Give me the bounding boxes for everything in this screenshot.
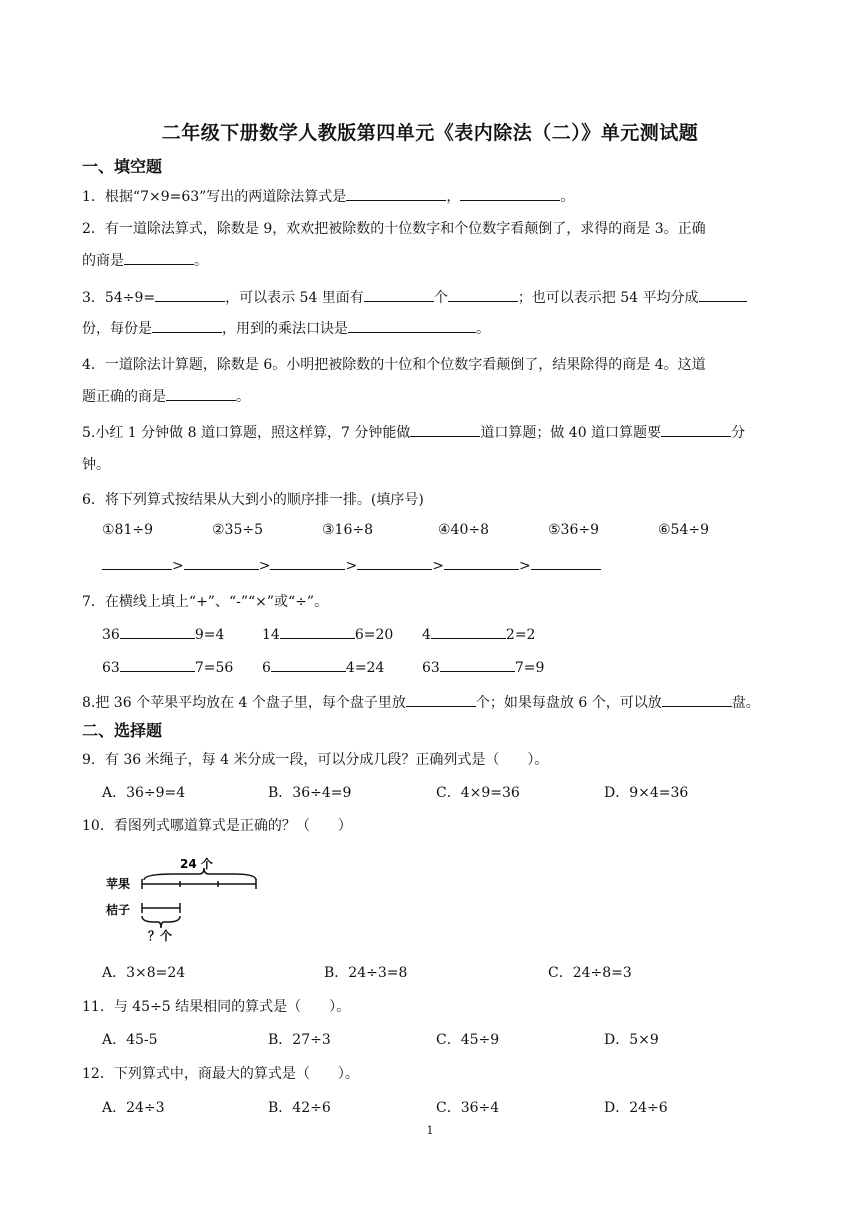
q7-num: 4 (422, 627, 431, 643)
option-c[interactable]: C．4×9=36 (436, 785, 520, 801)
q7-num: 36 (102, 627, 120, 643)
q1-blank-1[interactable] (346, 186, 446, 201)
q3-blank-3[interactable] (448, 287, 518, 302)
q6-item: ④40÷8 (438, 522, 490, 538)
section-fill-heading: 一、填空题 (82, 157, 163, 176)
q6-item: ②35÷5 (212, 522, 264, 538)
question-1 (82, 186, 574, 206)
option-d[interactable]: D．24÷6 (604, 1100, 668, 1116)
q4-end: 。 (236, 389, 250, 405)
question-6: 6．将下列算式按结果从大到小的顺序排一排。(填序号) (82, 492, 424, 508)
q7-num: 63 (102, 660, 120, 676)
segment-diagram (104, 852, 264, 944)
q1-text: 1．根据“7×9=63”写出的两道除法算式是 (82, 189, 347, 205)
q6-blank-6[interactable] (531, 555, 601, 570)
question-11: 11．与 45÷5 结果相同的算式是（ ）。 (82, 999, 351, 1015)
q7-blank[interactable] (280, 624, 355, 639)
option-b[interactable]: B．27÷3 (268, 1032, 331, 1048)
q1-end: 。 (560, 189, 575, 205)
page-number: 1 (426, 1124, 434, 1137)
q7-blank[interactable] (431, 624, 506, 639)
q3-c: 个 (433, 290, 448, 306)
q3-d: ；也可以表示把 54 平均分成 (517, 290, 699, 306)
q8-c: 盘。 (731, 695, 760, 711)
question-10: 10．看图列式哪道算式是正确的？（ ） (82, 818, 352, 834)
q6-blank-2[interactable] (184, 555, 259, 570)
q1-blank-2[interactable] (460, 186, 560, 201)
q7-num: 7=9 (514, 660, 545, 676)
q7-num: 6 (262, 660, 271, 676)
q6-blank-5[interactable] (444, 555, 519, 570)
q7-num: 2=2 (505, 627, 536, 643)
q3-e: 份，每份是 (82, 321, 152, 337)
gt-sign: > (432, 558, 444, 574)
question-8 (82, 692, 760, 712)
gt-sign: > (172, 558, 184, 574)
q7-blank[interactable] (440, 657, 515, 672)
option-c[interactable]: C．24÷8=3 (548, 965, 632, 981)
q5-blank-1[interactable] (410, 422, 480, 437)
q5-c: 分 (731, 425, 746, 441)
option-d[interactable]: D．9×4=36 (604, 785, 689, 801)
question-7: 7．在横线上填上“+”、“-”“×”或“÷”。 (82, 594, 329, 610)
q8-blank-1[interactable] (406, 692, 476, 707)
q7-blank[interactable] (120, 624, 195, 639)
q3-blank-4[interactable] (699, 287, 747, 302)
q6-item: ①81÷9 (102, 522, 154, 538)
q6-blank-3[interactable] (270, 555, 345, 570)
q6-item: ⑤36÷9 (548, 522, 600, 538)
option-b[interactable]: B．36÷4=9 (268, 785, 352, 801)
q3-blank-1[interactable] (155, 287, 225, 302)
q8-a: 8.把 36 个苹果平均放在 4 个盘子里，每个盘子里放 (82, 695, 406, 711)
bottom-brace (142, 916, 180, 928)
option-b[interactable]: B．24÷3=8 (324, 965, 408, 981)
q5-b: 道口算题；做 40 道口算题要 (480, 425, 662, 441)
q7-blank[interactable] (120, 657, 195, 672)
option-c[interactable]: C．36÷4 (436, 1100, 500, 1116)
question-3-line-1 (82, 287, 747, 307)
q3-a: 3．54÷9= (82, 290, 156, 306)
question-9: 9．有 36 米绳子，每 4 米分成一段，可以分成几段？正确列式是（ ）。 (82, 752, 549, 768)
gt-sign: > (258, 558, 271, 574)
q3-f: ，用到的乘法口诀是 (222, 321, 348, 337)
diagram-top-label: 24 个 (180, 857, 213, 871)
q6-item: ③16÷8 (322, 522, 374, 538)
q3-blank-2[interactable] (364, 287, 434, 302)
q7-num: 4=24 (345, 660, 385, 676)
q2-end: 。 (194, 253, 208, 269)
q7-num: 9=4 (194, 627, 225, 643)
q7-num: 7=56 (194, 660, 234, 676)
q2-blank[interactable] (124, 250, 194, 265)
gt-sign: > (518, 558, 531, 574)
q6-blank-1[interactable] (102, 555, 172, 570)
option-c[interactable]: C．45÷9 (436, 1032, 500, 1048)
question-5-line-2: 钟。 (82, 457, 110, 473)
q1-sep: ， (446, 189, 461, 205)
q4-blank[interactable] (166, 386, 236, 401)
q2-pre: 的商是 (82, 253, 124, 269)
section-choice-heading: 二、选择题 (82, 721, 163, 740)
q6-answer-row (102, 555, 601, 574)
question-4-line-2 (82, 386, 250, 406)
option-b[interactable]: B．42÷6 (268, 1100, 331, 1116)
option-a[interactable]: A．3×8=24 (102, 965, 186, 981)
option-a[interactable]: A．24÷3 (102, 1100, 165, 1116)
gt-sign: > (345, 558, 358, 574)
diagram-apple-label: 苹果 (106, 877, 131, 891)
q3-blank-6[interactable] (348, 318, 476, 333)
option-a[interactable]: A．45-5 (102, 1032, 158, 1048)
q8-blank-2[interactable] (662, 692, 732, 707)
diagram-orange-label: 桔子 (106, 903, 131, 917)
q7-num: 6=20 (354, 627, 394, 643)
q7-num: 63 (422, 660, 440, 676)
apple-orange-diagram (104, 852, 264, 948)
q3-blank-5[interactable] (152, 318, 222, 333)
q4-pre: 题正确的商是 (82, 389, 166, 405)
question-2-line-1: 2．有一道除法算式，除数是 9，欢欢把被除数的十位数字和个位数字看颠倒了，求得的商是 3。正确 (82, 221, 706, 237)
q5-blank-2[interactable] (661, 422, 731, 437)
option-a[interactable]: A．36÷9=4 (102, 785, 186, 801)
q7-num: 14 (262, 627, 280, 643)
q6-blank-4[interactable] (357, 555, 432, 570)
q7-blank[interactable] (271, 657, 346, 672)
q3-g: 。 (476, 321, 490, 337)
question-2-line-2 (82, 250, 208, 270)
q8-b: 个；如果每盘放 6 个，可以放 (475, 695, 662, 711)
question-12: 12．下列算式中，商最大的算式是（ ）。 (82, 1066, 359, 1082)
option-d[interactable]: D．5×9 (604, 1032, 659, 1048)
q6-item: ⑥54÷9 (658, 522, 710, 538)
q3-b: ，可以表示 54 里面有 (225, 290, 364, 306)
question-5-line-1 (82, 422, 745, 442)
diagram-bottom-label: ？个 (148, 929, 173, 943)
q5-a: 5.小红 1 分钟做 8 道口算题，照这样算，7 分钟能做 (82, 425, 411, 441)
page-title: 二年级下册数学人教版第四单元《表内除法（二）》单元测试题 (161, 122, 699, 144)
question-4-line-1: 4．一道除法计算题，除数是 6。小明把被除数的十位和个位数字看颠倒了，结果除得的商是 4。这道 (82, 357, 706, 373)
question-3-line-2 (82, 318, 490, 338)
